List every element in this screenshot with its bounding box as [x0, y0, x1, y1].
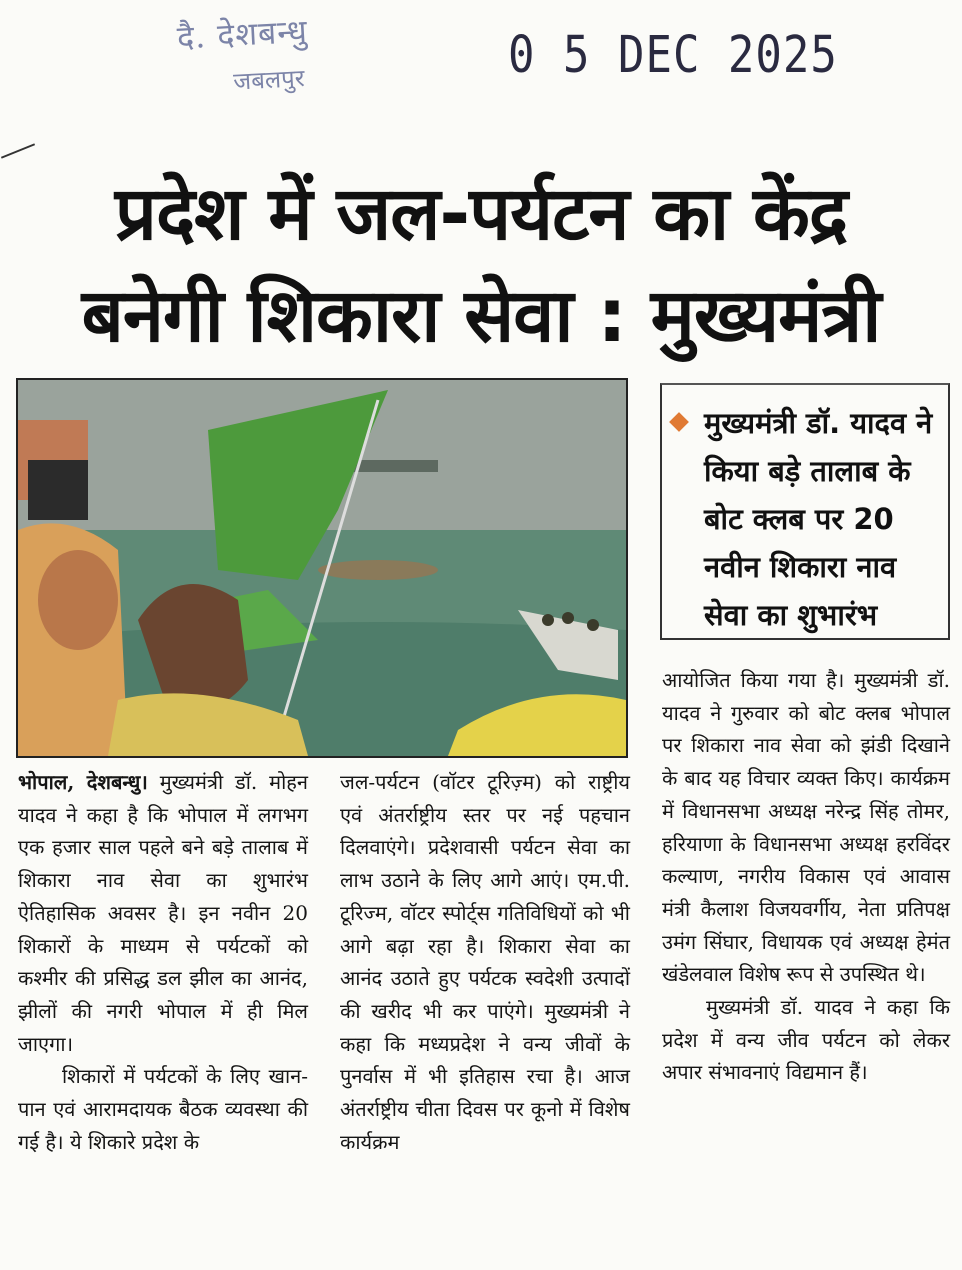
highlight-text: मुख्यमंत्री डॉ. यादव ने किया बड़े तालाब के बोट क्लब पर 20 नवीन शिकारा नाव सेवा का शुभारंभ — [704, 406, 933, 632]
stamp-city: जबलपुर — [232, 64, 306, 96]
stamp-paper-name: दै. देशबन्धु — [176, 11, 309, 57]
diamond-bullet-icon — [669, 412, 689, 432]
dateline: भोपाल, देशबन्धु। — [18, 770, 148, 794]
news-photo — [16, 378, 628, 758]
headline-line-1: प्रदेश में जल-पर्यटन का केंद्र — [114, 171, 848, 257]
newspaper-stamp — [168, 0, 403, 110]
date-stamp: 0 5 DEC 2025 — [508, 26, 838, 85]
corner-mark — [1, 143, 35, 158]
highlight-rule — [660, 638, 950, 640]
paragraph-text: मुख्यमंत्री डॉ. मोहन यादव ने कहा है कि भोपाल में लगभग एक हजार साल पहले बने बड़े तालाब में शिकारा नाव सेवा का शुभारंभ ऐतिहासिक अवसर है। इन नवीन 20 शिकारों के माध्यम से पर्यटकों को कश्मीर की प्रसिद्ध डल झील का आनंद, झीलों की नगरी भोपाल में ही मिल जाएगा। — [18, 770, 308, 1056]
article-column-3 — [662, 664, 950, 1089]
article-paragraph: मुख्यमंत्री डॉ. यादव ने कहा कि प्रदेश में वन्य जीव पर्यटन को लेकर अपार संभावनाएं विद्यमान हैं। — [662, 995, 950, 1085]
article-paragraph: शिकारों में पर्यटकों के लिए खान-पान एवं आरामदायक बैठक व्यवस्था की गई है। ये शिकारे प्रदेश के — [18, 1064, 308, 1154]
article-paragraph — [18, 766, 308, 1060]
article-column-2 — [340, 766, 630, 1158]
article-column-1 — [18, 766, 308, 1158]
headline-line-2: बनेगी शिकारा सेवा : मुख्यमंत्री — [81, 273, 881, 359]
article-paragraph: आयोजित किया गया है। मुख्यमंत्री डॉ. यादव ने गुरुवार को बोट क्लब भोपाल पर शिकारा नाव सेवा को झंडी दिखाने के बाद यह विचार व्यक्त किए। कार्यक्रम में विधानसभा अध्यक्ष नरेन्द्र सिंह तोमर, हरियाणा के विधानसभा अध्यक्ष हरविंदर कल्याण, नगरीय विकास एवं आवास मंत्री कैलाश विजयवर्गीय, नेता प्रतिपक्ष उमंग सिंघार, विधायक एवं अध्यक्ष हेमंत खंडेलवाल विशेष रूप से उपस्थित थे। — [662, 668, 950, 987]
highlight-box — [660, 383, 950, 638]
article-paragraph: जल-पर्यटन (वॉटर टूरिज़्म) को राष्ट्रीय एवं अंतर्राष्ट्रीय स्तर पर नई पहचान दिलवाएंगे। प्रदेशवासी पर्यटन सेवा का लाभ उठाने के लिए आगे आएं। एम.पी. टूरिज्म, वॉटर स्पोर्ट्स गतिविधियों को भी आगे बढ़ा रहा है। शिकारा सेवा का आनंद उठाते हुए पर्यटक स्वदेशी उत्पादों की खरीद भी कर पाएंगे। मुख्यमंत्री ने कहा कि मध्यप्रदेश ने वन्य जीवों के पुनर्वास में भी इतिहास रचा है। आज अंतर्राष्ट्रीय चीता दिवस पर कूनो में विशेष कार्यक्रम — [340, 770, 630, 1154]
